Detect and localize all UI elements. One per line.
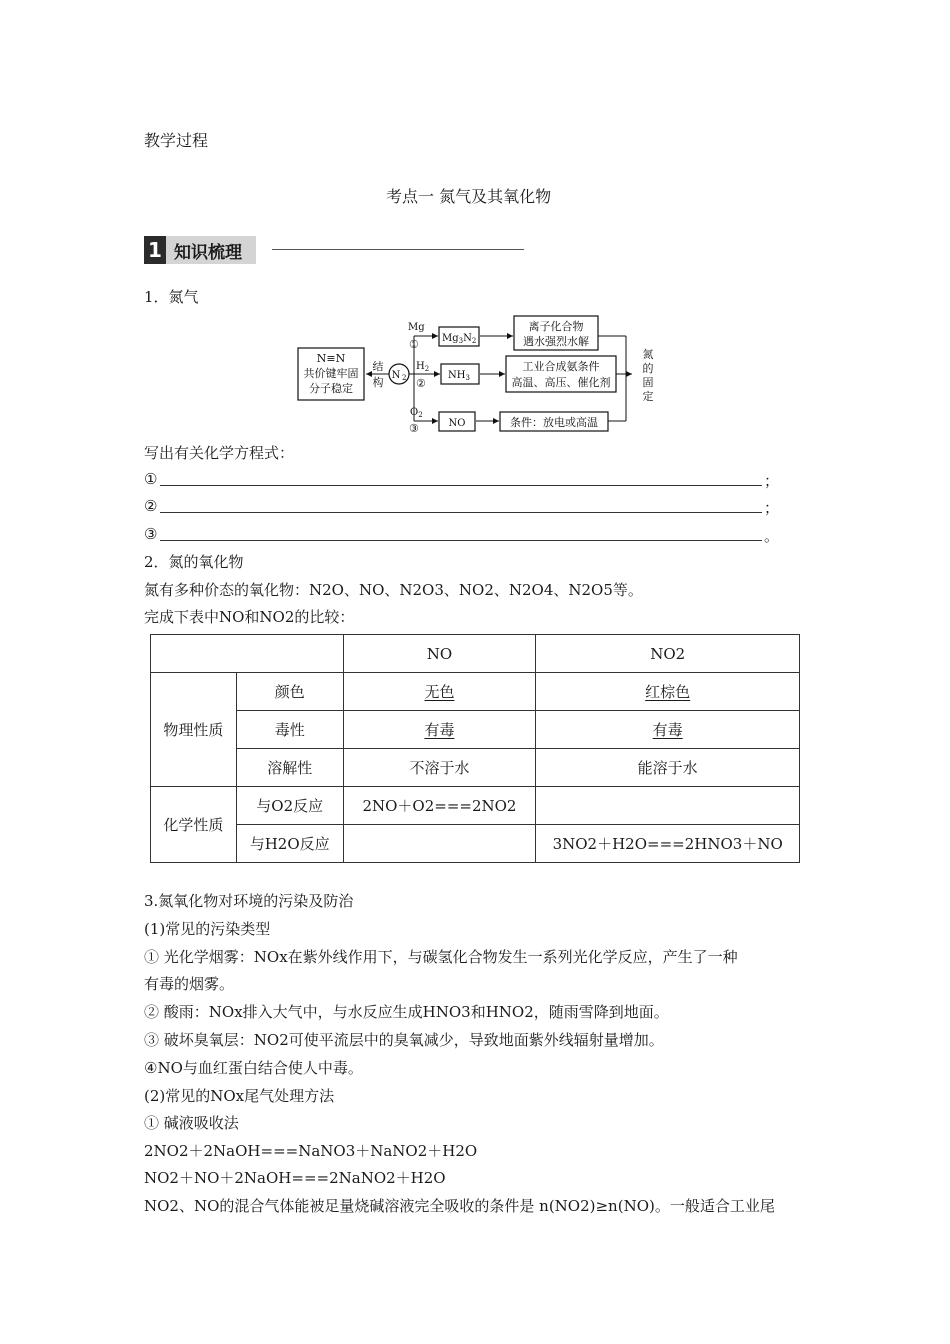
section-3-p2: ② 酸雨：NOx排入大气中，与水反应生成HNO3和HNO2，随雨雪降到地面。: [144, 1003, 669, 1021]
section-3-p4: ④NO与血红蛋白结合使人中毒。: [144, 1059, 363, 1077]
diagram-center-sub: 2: [402, 374, 407, 382]
row-label: 毒性: [236, 711, 343, 749]
table-corner: [151, 635, 344, 673]
section-1-title: 1．氮气: [144, 288, 199, 306]
right-label-2: 的: [642, 362, 654, 375]
section-2-line-1: 氮有多种价态的氧化物：N2O、NO、N2O3、NO2、N2O4、N2O5等。: [144, 581, 643, 599]
diagram-left-line-3: 分子稳定: [309, 382, 353, 395]
col-no: NO: [343, 635, 536, 673]
row-label: 与O2反应: [236, 787, 343, 825]
branch-o2-label: $O_2$: [410, 407, 423, 419]
last-line: NO2、NO的混合气体能被足量烧碱溶液完全吸收的条件是 n(NO2)≥n(NO)。一般适合工业尾: [144, 1197, 775, 1215]
right-label-3: 固: [642, 376, 654, 389]
blank-1-num: ①: [144, 470, 158, 488]
badge-rule: [272, 249, 524, 250]
diagram-center-label: N: [391, 370, 401, 381]
write-equations-prompt: 写出有关化学方程式：: [144, 444, 295, 462]
nitrogen-diagram: [296, 314, 668, 438]
right-label-1: 氮: [642, 348, 654, 361]
diagram-struct-2: 构: [372, 376, 384, 389]
section-3-method-1: ① 碱液吸收法: [144, 1114, 239, 1132]
blank-3-num: ③: [144, 525, 158, 543]
section-2-title: 2．氮的氧化物: [144, 553, 244, 571]
diagram-struct-1: 结: [372, 360, 384, 373]
answer-cell: 有毒: [652, 721, 683, 739]
table-row: [151, 749, 800, 787]
branch-o2-product: NO: [448, 418, 466, 429]
table-cell: 2NO＋O2===2NO2: [343, 787, 536, 825]
branch-mg-label: Mg: [408, 322, 425, 333]
table-header-row: [151, 635, 800, 673]
table-cell: 3NO2＋H2O===2HNO3＋NO: [536, 825, 800, 863]
section-3-sub-2: (2)常见的NOx尾气处理方法: [144, 1087, 335, 1105]
knowledge-badge: [144, 236, 256, 264]
branch-o2-desc: 条件：放电或高温: [510, 416, 598, 429]
branch-h2-label: $H_2$: [416, 361, 430, 373]
diagram-left-line-1: N≡N: [316, 352, 346, 365]
equation-2: NO2＋NO＋2NaOH===2NaNO2＋H2O: [144, 1169, 446, 1187]
table-row: [151, 673, 800, 711]
blank-2-end: ；: [764, 499, 780, 517]
answer-cell: 红棕色: [645, 683, 691, 701]
branch-h2-desc-1: 工业合成氨条件: [522, 360, 600, 373]
branch-mg-desc-1: 离子化合物: [528, 320, 584, 333]
row-label: 颜色: [236, 673, 343, 711]
branch-mg-product: $Mg_3N_2$: [442, 333, 477, 345]
row-label: 与H2O反应: [236, 825, 343, 863]
section-2-line-2: 完成下表中NO和NO2的比较：: [144, 608, 355, 626]
branch-mg-num: ①: [409, 338, 419, 351]
section-3-p3: ③ 破坏臭氧层：NO2可使平流层中的臭氧减少，导致地面紫外线辐射量增加。: [144, 1031, 664, 1049]
blank-2-num: ②: [144, 497, 158, 515]
branch-h2-num: ②: [416, 377, 426, 390]
blank-3-line: [160, 540, 762, 541]
table-row: [151, 711, 800, 749]
group-physical: 物理性质: [151, 673, 237, 787]
branch-h2-product: $NH_3$: [448, 370, 470, 382]
section-3-p1b: 有毒的烟雾。: [144, 975, 235, 993]
section-3-p1a: ① 光化学烟雾：NOx在紫外线作用下，与碳氢化合物发生一系列光化学反应，产生了一种: [144, 948, 738, 966]
group-chemical: 化学性质: [151, 787, 237, 863]
badge-number: 1: [144, 236, 166, 264]
col-no2: NO2: [536, 635, 800, 673]
blank-3-end: 。: [764, 527, 780, 545]
blank-1-line: [160, 485, 762, 486]
section-3-sub-1: (1)常见的污染类型: [144, 920, 271, 938]
equation-1: 2NO2＋2NaOH===NaNO3＋NaNO2＋H2O: [144, 1142, 478, 1160]
table-cell: [343, 825, 536, 863]
table-cell: 能溶于水: [536, 749, 800, 787]
answer-cell: 有毒: [424, 721, 455, 739]
table-row: [151, 787, 800, 825]
table-cell: [536, 787, 800, 825]
blank-1-end: ；: [764, 472, 780, 490]
section-3-title: 3.氮氧化物对环境的污染及防治: [144, 892, 354, 910]
badge-text: 知识梳理: [166, 236, 256, 264]
right-label-4: 定: [642, 390, 654, 403]
branch-o2-num: ③: [409, 422, 419, 435]
blank-2-line: [160, 512, 762, 513]
comparison-table: [150, 634, 800, 863]
branch-h2-desc-2: 高温、高压、催化剂: [511, 376, 611, 389]
diagram-left-line-2: 共价键牢固: [303, 367, 359, 380]
table-cell: 不溶于水: [343, 749, 536, 787]
branch-mg-desc-2: 遇水强烈水解: [523, 335, 589, 348]
answer-cell: 无色: [424, 683, 455, 701]
section-label: 教学过程: [144, 131, 209, 150]
row-label: 溶解性: [236, 749, 343, 787]
topic-title: 考点一 氮气及其氧化物: [386, 187, 552, 206]
table-row: [151, 825, 800, 863]
